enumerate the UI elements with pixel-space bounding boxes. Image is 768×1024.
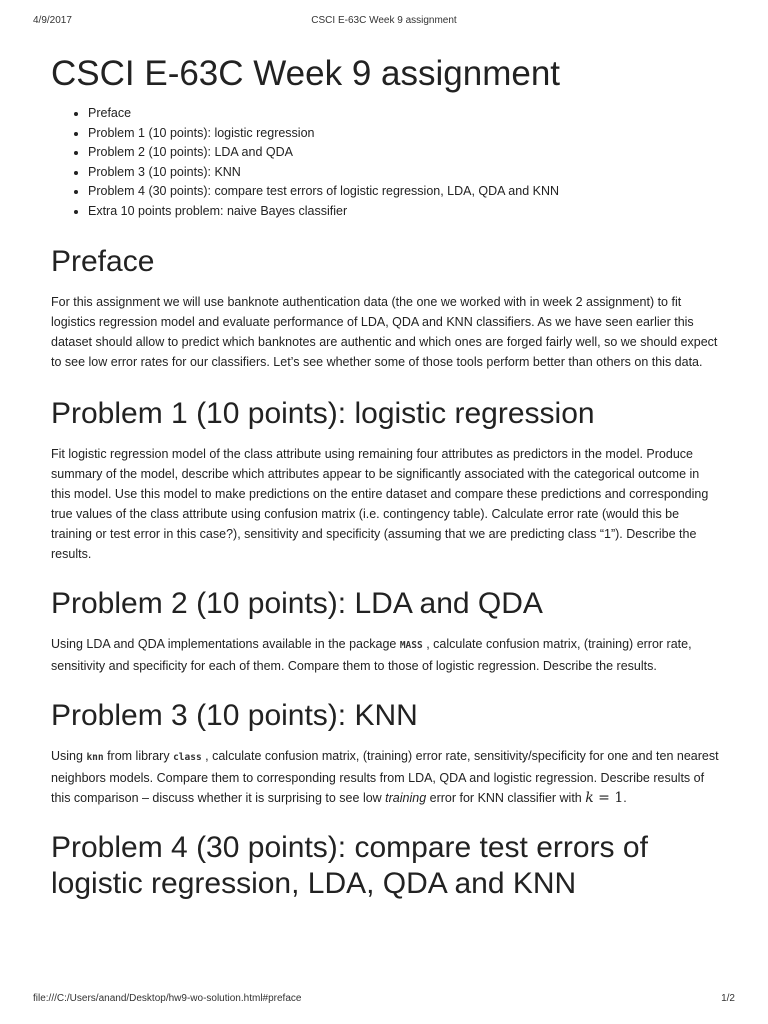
math-var: k — [585, 789, 594, 806]
toc-item-problem-4[interactable]: Problem 4 (30 points): compare test errors of logistic regression, LDA, QDA and KNN — [51, 182, 721, 202]
math-k-equals-1 — [585, 790, 623, 806]
problem-4-heading: Problem 4 (30 points): compare test errors of logistic regression, LDA, QDA and KNN — [51, 830, 648, 900]
toc-item-extra[interactable]: Extra 10 points problem: naive Bayes classifier — [51, 202, 721, 222]
document-body — [51, 52, 721, 902]
problem-3-heading: Problem 3 (10 points): KNN — [51, 698, 418, 732]
problem-3-text — [51, 746, 721, 808]
problem-2-text-part: , calculate confusion matrix, (training) error rate, sensitivity and specificity for each of them. Compare them to those of logistic regression. Describe the results. — [51, 636, 692, 673]
preface-heading: Preface — [51, 244, 155, 278]
problem-2-heading: Problem 2 (10 points): LDA and QDA — [51, 586, 543, 620]
problem-3-text-part: Using — [51, 748, 87, 763]
problem-2-text-part: Using LDA and QDA implementations available in the package — [51, 636, 400, 651]
toc-item-problem-2[interactable]: Problem 2 (10 points): LDA and QDA — [51, 143, 721, 163]
preface-text: For this assignment we will use banknote authentication data (the one we worked with in week 2 assignment) to fit logistics regression model and evaluate performance of LDA, QDA and KNN classifiers. As we have seen earlier this dataset should allow to predict which banknotes are authentic and which ones are forged fairly well, so we should expect to see low error rates for our classifiers. Let’s see whether some of those tools perform better than others on this data. — [51, 294, 718, 369]
problem-1-text: Fit logistic regression model of the class attribute using remaining four attributes as predictors in the model. Produce summary of the model, describe which attributes appear to be significantly associated with the categorical outcome in this model. Use this model to make predictions on the entire dataset and compare these predictions and corresponding true values of the class attribute using confusion matrix (i.e. contingency table). Calculate error rate (would this be training or test error in this case?), sensitivity and specificity (assuming that we are predicting class “1”). Describe the results. — [51, 446, 709, 561]
code-knn: knn — [86, 751, 104, 763]
code-class: class — [173, 751, 202, 763]
print-header — [0, 15, 768, 29]
problem-3-text-part: error for KNN classifier with — [426, 790, 586, 805]
emphasis-training: training — [385, 790, 427, 805]
problem-3-text-part: from library — [103, 748, 174, 763]
problem-3-text-part: , calculate confusion matrix, (training) error rate, sensitivity/specificity for one and ten nearest neighbors models. Compare them to corresponding results from LDA, QDA and logistic regression. Describe results of this comparison – discuss whether it is surprising to see low — [51, 748, 719, 805]
print-date: 4/9/2017 — [33, 15, 72, 26]
math-num: 1 — [614, 789, 624, 806]
toc-item-problem-3[interactable]: Problem 3 (10 points): KNN — [51, 163, 721, 183]
problem-3-text-part: . — [623, 790, 627, 805]
code-mass: MASS — [399, 639, 423, 651]
table-of-contents — [51, 104, 721, 222]
page-title: CSCI E-63C Week 9 assignment — [51, 54, 561, 93]
problem-2-text — [51, 634, 721, 676]
print-footer — [0, 993, 768, 1007]
print-title: CSCI E-63C Week 9 assignment — [311, 15, 457, 26]
page-number: 1/2 — [721, 993, 735, 1004]
toc-item-preface[interactable]: Preface — [51, 104, 721, 124]
print-url: file:///C:/Users/anand/Desktop/hw9-wo-solution.html#preface — [33, 993, 302, 1004]
toc-item-problem-1[interactable]: Problem 1 (10 points): logistic regression — [51, 124, 721, 144]
math-eq: = — [593, 789, 615, 806]
problem-1-heading: Problem 1 (10 points): logistic regression — [51, 396, 595, 430]
